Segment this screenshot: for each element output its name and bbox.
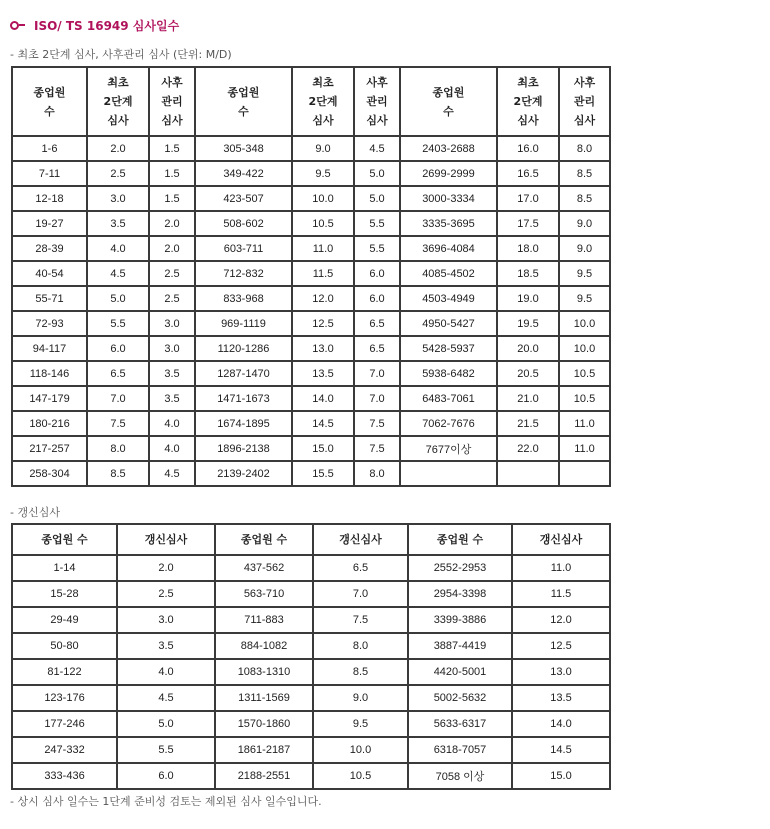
table-cell: 9.0: [292, 136, 354, 161]
table-cell: 3887-4419: [408, 633, 512, 659]
table-cell: 180-216: [12, 411, 87, 436]
table-cell: 1-6: [12, 136, 87, 161]
table-row: [12, 711, 610, 737]
table-cell: 8.5: [559, 186, 610, 211]
table-cell: 437-562: [215, 555, 313, 581]
table-cell: 7.5: [313, 607, 408, 633]
table-cell: 12.5: [512, 633, 610, 659]
table-cell: 5.0: [87, 286, 149, 311]
table-cell: 10.5: [292, 211, 354, 236]
table-cell: 40-54: [12, 261, 87, 286]
table-cell: 15.5: [292, 461, 354, 486]
renewal-audit-table: [11, 523, 611, 790]
table-cell: 8.0: [354, 461, 400, 486]
table1-header-cell: [292, 67, 354, 136]
table-cell: 17.0: [497, 186, 559, 211]
table-row: [12, 211, 610, 236]
table2-body: [12, 555, 610, 789]
table-cell: 1-14: [12, 555, 117, 581]
table-row: [12, 607, 610, 633]
table1-header-row: [12, 67, 610, 136]
table-cell: 20.5: [497, 361, 559, 386]
table-cell: 1896-2138: [195, 436, 292, 461]
table-cell: 94-117: [12, 336, 87, 361]
table-cell: 13.5: [512, 685, 610, 711]
table-cell: 4503-4949: [400, 286, 497, 311]
initial-audit-table: [11, 66, 611, 487]
table1-header-line: 심사: [366, 114, 388, 127]
table-cell: 14.5: [512, 737, 610, 763]
table-cell: 9.5: [313, 711, 408, 737]
table-row: [12, 136, 610, 161]
table-cell: 13.5: [292, 361, 354, 386]
table-cell: 712-832: [195, 261, 292, 286]
table-cell: 5.0: [354, 186, 400, 211]
table-cell: 5938-6482: [400, 361, 497, 386]
table-cell: 5.5: [117, 737, 215, 763]
table-cell: 217-257: [12, 436, 87, 461]
table-cell: 5.5: [354, 236, 400, 261]
table-cell: 20.0: [497, 336, 559, 361]
table2-header-cell: 종업원 수: [408, 524, 512, 555]
table-cell: 1674-1895: [195, 411, 292, 436]
footnote: - 상시 심사 일수는 1단계 준비성 검토는 제외된 심사 일수입니다.: [10, 795, 322, 808]
table-cell: 1570-1860: [215, 711, 313, 737]
table-cell: 4950-5427: [400, 311, 497, 336]
table-cell: 3399-3886: [408, 607, 512, 633]
table-cell: 7-11: [12, 161, 87, 186]
table-row: [12, 161, 610, 186]
table-cell: 8.0: [87, 436, 149, 461]
table-cell: 18.5: [497, 261, 559, 286]
table-cell: 81-122: [12, 659, 117, 685]
table-cell: 6.5: [87, 361, 149, 386]
table-cell: 7.5: [87, 411, 149, 436]
table-cell: 6483-7061: [400, 386, 497, 411]
table1-header-line: 최초: [517, 76, 539, 89]
table1-header-line: 사후: [161, 76, 183, 89]
table-cell: 6.0: [354, 286, 400, 311]
table-cell: 6.5: [354, 311, 400, 336]
table-cell: 21.5: [497, 411, 559, 436]
table1-header-cell: [400, 67, 497, 136]
table-cell: 147-179: [12, 386, 87, 411]
table-cell: 10.0: [559, 311, 610, 336]
table-cell: 15.0: [512, 763, 610, 789]
table-row: [12, 555, 610, 581]
table-cell: 4.5: [354, 136, 400, 161]
table-cell: 7.0: [87, 386, 149, 411]
table-cell: 10.5: [313, 763, 408, 789]
table-cell: 7.0: [354, 386, 400, 411]
table-cell: 7.5: [354, 436, 400, 461]
table-cell: 19.0: [497, 286, 559, 311]
table1-header-line: 심사: [312, 114, 334, 127]
table-cell: 3.5: [149, 361, 195, 386]
table-cell: 7.0: [313, 581, 408, 607]
table-cell: 305-348: [195, 136, 292, 161]
table1-header-line: 수: [443, 104, 454, 118]
table1-header-line: 사후: [573, 76, 596, 89]
table-cell: 3.5: [117, 633, 215, 659]
table-cell: 29-49: [12, 607, 117, 633]
table-cell: 1311-1569: [215, 685, 313, 711]
table-cell: 5.5: [87, 311, 149, 336]
table1-header-line: 수: [238, 104, 249, 118]
table-cell: 18.0: [497, 236, 559, 261]
table-cell: 9.5: [559, 286, 610, 311]
table-cell: 3.0: [87, 186, 149, 211]
table-cell: 2552-2953: [408, 555, 512, 581]
table-cell: 247-332: [12, 737, 117, 763]
table-cell: 9.5: [559, 261, 610, 286]
table1-header-cell: [12, 67, 87, 136]
table-cell: 1.5: [149, 161, 195, 186]
table-cell: 2.0: [87, 136, 149, 161]
table-cell: 72-93: [12, 311, 87, 336]
table-row: [12, 461, 610, 486]
table-cell: 1120-1286: [195, 336, 292, 361]
table-cell: 15-28: [12, 581, 117, 607]
table1-header-line: 관리: [366, 95, 388, 108]
table-cell: 2.0: [149, 236, 195, 261]
table-cell: 1861-2187: [215, 737, 313, 763]
table-cell: 55-71: [12, 286, 87, 311]
table-cell: 3.5: [149, 386, 195, 411]
table-cell: 6.0: [87, 336, 149, 361]
table-cell: 6.5: [313, 555, 408, 581]
table-cell: 2403-2688: [400, 136, 497, 161]
table-cell: 333-436: [12, 763, 117, 789]
table2-header-cell: 종업원 수: [12, 524, 117, 555]
table-cell: 10.0: [559, 336, 610, 361]
table1-header-line: 2단계: [308, 95, 338, 108]
table-cell: 11.0: [292, 236, 354, 261]
table-cell: [497, 461, 559, 486]
table-cell: 5.0: [117, 711, 215, 737]
table1-header-line: 종업원: [227, 85, 260, 99]
table-row: [12, 763, 610, 789]
table1-header-line: 2단계: [103, 95, 133, 108]
table-cell: 6.0: [354, 261, 400, 286]
table-cell: 884-1082: [215, 633, 313, 659]
table-cell: 2.0: [117, 555, 215, 581]
table-cell: 1287-1470: [195, 361, 292, 386]
table-cell: 12.0: [512, 607, 610, 633]
table1-header-cell: [497, 67, 559, 136]
table-cell: 118-146: [12, 361, 87, 386]
table-cell: 5002-5632: [408, 685, 512, 711]
table-cell: 5.5: [354, 211, 400, 236]
table-cell: 1.5: [149, 186, 195, 211]
table-cell: 9.5: [292, 161, 354, 186]
table-row: [12, 286, 610, 311]
table-cell: 10.5: [559, 386, 610, 411]
table-cell: 2139-2402: [195, 461, 292, 486]
bullet-key-icon: [10, 20, 24, 30]
table-row: [12, 737, 610, 763]
table-cell: 4420-5001: [408, 659, 512, 685]
table-cell: 11.5: [512, 581, 610, 607]
table-cell: 2.5: [87, 161, 149, 186]
table-cell: 5.0: [354, 161, 400, 186]
table-cell: 9.0: [559, 211, 610, 236]
table-cell: 603-711: [195, 236, 292, 261]
table-cell: 8.5: [559, 161, 610, 186]
table1-header-cell: [87, 67, 149, 136]
table-row: [12, 386, 610, 411]
table-cell: 2.5: [149, 286, 195, 311]
table1-header-cell: [354, 67, 400, 136]
page-title: [10, 16, 179, 34]
table-cell: 7.5: [354, 411, 400, 436]
table-cell: 349-422: [195, 161, 292, 186]
table-cell: [559, 461, 610, 486]
table1-header-line: 최초: [107, 76, 129, 89]
table-cell: 563-710: [215, 581, 313, 607]
table1-header-line: 최초: [312, 76, 334, 89]
table-cell: 3.0: [149, 336, 195, 361]
table-cell: 22.0: [497, 436, 559, 461]
table-row: [12, 236, 610, 261]
table-cell: 4.0: [87, 236, 149, 261]
table1-header-line: 심사: [107, 114, 129, 127]
table-cell: 8.0: [559, 136, 610, 161]
table-cell: 2188-2551: [215, 763, 313, 789]
table-cell: 2954-3398: [408, 581, 512, 607]
table-cell: 5428-5937: [400, 336, 497, 361]
table-cell: 2699-2999: [400, 161, 497, 186]
table-cell: 3000-3334: [400, 186, 497, 211]
table-cell: 3335-3695: [400, 211, 497, 236]
table-cell: 8.5: [87, 461, 149, 486]
table-row: [12, 633, 610, 659]
table-row: [12, 361, 610, 386]
table-row: [12, 411, 610, 436]
table-cell: 11.0: [559, 411, 610, 436]
table-cell: 4.5: [87, 261, 149, 286]
table-cell: 4.5: [149, 461, 195, 486]
table1-header-line: 심사: [573, 114, 596, 127]
table-cell: 4.0: [117, 659, 215, 685]
table-cell: 6318-7057: [408, 737, 512, 763]
table-cell: 7.0: [354, 361, 400, 386]
table-cell: 4.0: [149, 436, 195, 461]
table-cell: 14.0: [292, 386, 354, 411]
table-cell: 7062-7676: [400, 411, 497, 436]
table-row: [12, 186, 610, 211]
table-cell: 10.0: [292, 186, 354, 211]
table-row: [12, 659, 610, 685]
table2-header-cell: 갱신심사: [117, 524, 215, 555]
table-cell: 19-27: [12, 211, 87, 236]
page-title-text: ISO/ TS 16949 심사일수: [34, 18, 180, 33]
table-cell: 1.5: [149, 136, 195, 161]
table-cell: 4085-4502: [400, 261, 497, 286]
table-row: [12, 261, 610, 286]
table-cell: 508-602: [195, 211, 292, 236]
table-cell: 7677이상: [400, 436, 497, 461]
table-cell: 177-246: [12, 711, 117, 737]
table-cell: 12.5: [292, 311, 354, 336]
table-cell: 258-304: [12, 461, 87, 486]
table2-header-row: [12, 524, 610, 555]
table-cell: 14.5: [292, 411, 354, 436]
table1-header-line: 심사: [161, 114, 183, 127]
table-cell: 17.5: [497, 211, 559, 236]
table-cell: [400, 461, 497, 486]
table1-header-line: 관리: [573, 95, 596, 108]
table1-header-line: 종업원: [33, 85, 66, 99]
table-row: [12, 311, 610, 336]
table-cell: 8.0: [313, 633, 408, 659]
table1-header-cell: [195, 67, 292, 136]
table1-header-cell: [559, 67, 610, 136]
table-cell: 711-883: [215, 607, 313, 633]
table-cell: 3.0: [117, 607, 215, 633]
table-cell: 19.5: [497, 311, 559, 336]
table2-header-cell: 갱신심사: [512, 524, 610, 555]
table-cell: 50-80: [12, 633, 117, 659]
table1-header-cell: [149, 67, 195, 136]
table1-header-line: 수: [44, 104, 55, 118]
table-cell: 2.5: [149, 261, 195, 286]
table-cell: 969-1119: [195, 311, 292, 336]
table1-header-line: 심사: [517, 114, 539, 127]
table-row: [12, 581, 610, 607]
table1-header-line: 종업원: [432, 85, 465, 99]
table-cell: 21.0: [497, 386, 559, 411]
table-cell: 3.0: [149, 311, 195, 336]
table-cell: 11.0: [559, 436, 610, 461]
table-cell: 11.0: [512, 555, 610, 581]
table-row: [12, 436, 610, 461]
table-cell: 13.0: [292, 336, 354, 361]
section2-caption: - 갱신심사: [10, 506, 60, 519]
table-cell: 12-18: [12, 186, 87, 211]
table-cell: 423-507: [195, 186, 292, 211]
table-cell: 833-968: [195, 286, 292, 311]
table-cell: 13.0: [512, 659, 610, 685]
table-row: [12, 336, 610, 361]
table1-header-line: 2단계: [513, 95, 543, 108]
table-cell: 3696-4084: [400, 236, 497, 261]
table-cell: 12.0: [292, 286, 354, 311]
table-row: [12, 685, 610, 711]
table-cell: 123-176: [12, 685, 117, 711]
table-cell: 11.5: [292, 261, 354, 286]
table-cell: 9.0: [313, 685, 408, 711]
table-cell: 2.0: [149, 211, 195, 236]
table1-body: [12, 136, 610, 486]
table-cell: 4.0: [149, 411, 195, 436]
table-cell: 8.5: [313, 659, 408, 685]
table-cell: 16.5: [497, 161, 559, 186]
table-cell: 16.0: [497, 136, 559, 161]
table-cell: 28-39: [12, 236, 87, 261]
table2-header-cell: 종업원 수: [215, 524, 313, 555]
table2-header-cell: 갱신심사: [313, 524, 408, 555]
table-cell: 6.5: [354, 336, 400, 361]
table1-header-line: 사후: [366, 76, 388, 89]
table-cell: 10.0: [313, 737, 408, 763]
table-cell: 7058 이상: [408, 763, 512, 789]
table-cell: 14.0: [512, 711, 610, 737]
table1-header-line: 관리: [161, 95, 183, 108]
table-cell: 15.0: [292, 436, 354, 461]
table-cell: 2.5: [117, 581, 215, 607]
table-cell: 1083-1310: [215, 659, 313, 685]
table-cell: 6.0: [117, 763, 215, 789]
table-cell: 10.5: [559, 361, 610, 386]
table-cell: 3.5: [87, 211, 149, 236]
table-cell: 9.0: [559, 236, 610, 261]
table-cell: 4.5: [117, 685, 215, 711]
table-cell: 5633-6317: [408, 711, 512, 737]
section1-caption: - 최초 2단계 심사, 사후관리 심사 (단위: M/D): [10, 48, 232, 61]
table-cell: 1471-1673: [195, 386, 292, 411]
